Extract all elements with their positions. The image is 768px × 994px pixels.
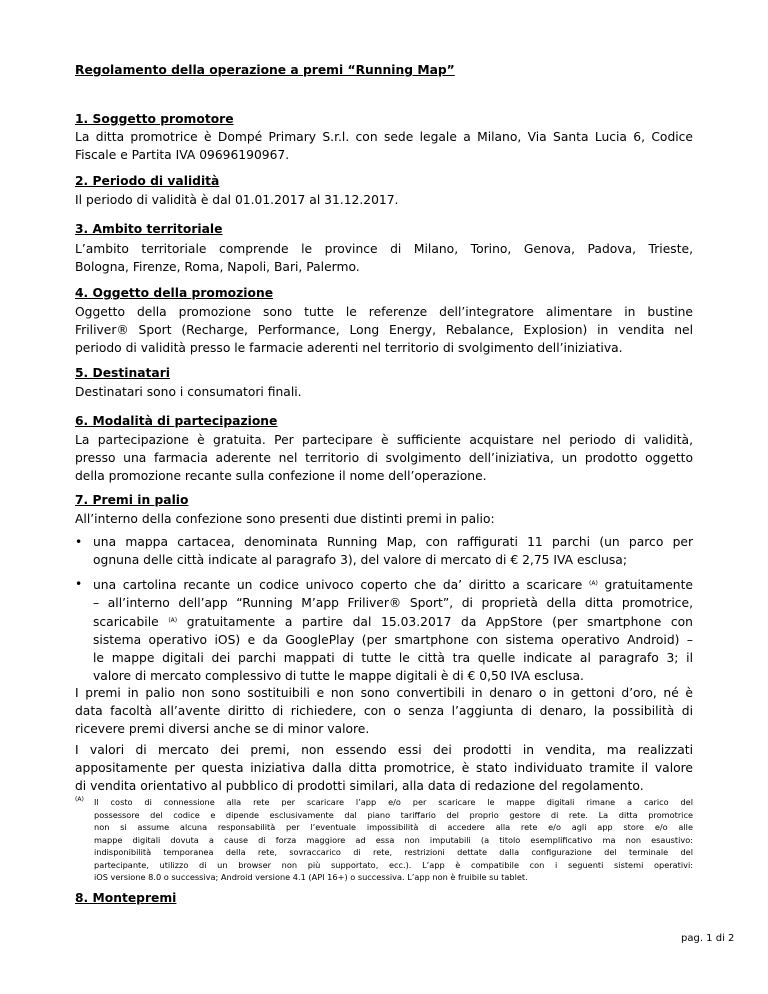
bullet-icon: • (75, 577, 83, 591)
text-line (93, 612, 693, 631)
text-line: Bologna, Firenze, Roma, Napoli, Bari, Palermo. (75, 260, 360, 274)
section-text-modalita-partecipazione (75, 431, 693, 485)
text-line: della promozione recante sulla confezione il nome dell’operazione. (75, 469, 487, 483)
text-line (93, 575, 693, 594)
section-heading-ambito-territoriale: 3. Ambito territoriale (75, 222, 223, 236)
document-title: Regolamento della operazione a premi “Running Map” (75, 63, 455, 77)
section-heading-periodo-validita: 2. Periodo di validità (75, 174, 220, 188)
text-line: All’interno della confezione sono presenti due distinti premi in palio: (75, 512, 495, 526)
paragraph-valori-mercato (75, 741, 693, 795)
text-line: appositamente per questa iniziativa dalla ditta promotrice, è stato individuato tramite il valore (75, 761, 693, 775)
text-line: data facoltà all’avente diritto di richiedere, con o senza l’aggiunta di denaro, la possibilità di (75, 704, 693, 718)
text-line: Friliver® Sport (Recharge, Performance, Long Energy, Rebalance, Explosion) in vendita nel (75, 323, 693, 337)
section-text-oggetto-promozione (75, 303, 693, 357)
section-text-destinatari (75, 383, 693, 401)
text-fragment: gratuitamente (604, 578, 693, 592)
page-number: pag. 1 di 2 (681, 933, 735, 944)
section-text-premi-intro (75, 510, 693, 528)
text-fragment: gratuitamente a partire dal 15.03.2017 da AppStore (per smartphone con (186, 615, 693, 629)
footnote-line: partecipante, utilizzo di un browser non più supportato, ecc.). L’app è compatibile con i seguenti sistemi operativi: (94, 859, 693, 870)
text-line: Il periodo di validità è dal 01.01.2017 al 31.12.2017. (75, 193, 399, 207)
text-line: ognuna delle città indicate al paragrafo 3), del valore di mercato di € 2,75 IVA esclusa; (93, 553, 627, 567)
text-line: presso una farmacia aderente nel territorio di svolgimento dell’iniziativa, un prodotto oggetto (75, 451, 693, 465)
text-line: di vendita orientativo al pubblico di prodotti similari, alla data di redazione del regolamento. (75, 779, 644, 793)
footnote-reference: (A) (589, 580, 598, 587)
text-fragment: scaricabile (93, 615, 159, 629)
section-heading-modalita-partecipazione: 6. Modalità di partecipazione (75, 414, 278, 428)
footnote-line: non si assume alcuna responsabilità per l’eventuale impossibilità di accedere alla rete e/o agli app store e/o alle (94, 822, 693, 832)
footnote-line: iOS versione 8.0 o successiva; Android versione 4.1 (API 16+) o successiva. L’app non è fruibile su tablet. (94, 872, 528, 882)
text-line: Oggetto della promozione sono tutte le referenze dell’integratore alimentare in bustine (75, 305, 693, 319)
text-line: L’ambito territoriale comprende le province di Milano, Torino, Genova, Padova, Trieste, (75, 242, 693, 256)
section-heading-premi-in-palio: 7. Premi in palio (75, 493, 189, 507)
text-line: Fiscale e Partita IVA 09696190967. (75, 148, 290, 162)
section-heading-soggetto-promotore: 1. Soggetto promotore (75, 112, 234, 126)
footnote-reference: (A) (168, 617, 178, 624)
text-line: La partecipazione è gratuita. Per partecipare è sufficiente acquistare nel periodo di validità, (75, 433, 693, 447)
text-line: una mappa cartacea, denominata Running Map, con raffigurati 11 parchi (un parco per (93, 535, 693, 549)
footnote-line: indisponibilità temporanea della rete, sovraccarico di rete, restrizioni dettate dalla configurazione del terminale del (94, 847, 693, 857)
text-line: ricevere premi diversi anche se di minor valore. (75, 722, 370, 736)
section-text-soggetto-promotore (75, 128, 693, 164)
text-line: valore di mercato complessivo di tutte le mappe digitali è di € 0,50 IVA esclusa. (93, 669, 584, 683)
text-line: le mappe digitali dei parchi mappati di tutte le città tra quelle indicate al paragrafo 3; il (93, 651, 693, 665)
footnote-line: possessore del codice e dipende esclusivamente dal piano tariffario del proprio gestore di rete. La ditta promotrice (94, 809, 693, 820)
text-line: – all’interno dell’app “Running M’app Friliver® Sport”, di proprietà della ditta promotrice, (93, 596, 693, 610)
text-line: La ditta promotrice è Dompé Primary S.r.l. con sede legale a Milano, Via Santa Lucia 6, Codice (75, 130, 693, 144)
section-text-periodo-validita (75, 191, 693, 209)
paragraph-premi-non-sostituibili (75, 684, 693, 738)
text-line: sistema operativo iOS) e da GooglePlay (per smartphone con sistema operativo Android) – (93, 633, 693, 647)
text-line: periodo di validità presso le farmacie aderenti nel territorio di svolgimento dell’iniziativa. (75, 341, 623, 355)
text-fragment: una cartolina recante un codice univoco coperto che da’ diritto a scaricare (93, 578, 583, 592)
text-line: I premi in palio non sono sostituibili e non sono convertibili in denaro o in gettoni d’oro, né è (75, 686, 693, 700)
footnote-mark: (A) (75, 796, 84, 803)
section-heading-oggetto-promozione: 4. Oggetto della promozione (75, 286, 274, 300)
text-line: Destinatari sono i consumatori finali. (75, 385, 302, 399)
section-text-ambito-territoriale (75, 240, 693, 276)
footnote-line: mappe digitali dovuta a cause di forza maggiore ad essa non imputabili (a titolo esemplificativo ma non esaustivo: (94, 834, 693, 845)
bullet-icon: • (75, 535, 83, 549)
footnote-line: Il costo di connessione alla rete per scaricare l’app e/o per scaricare le mappe digitali rimane a carico del (94, 797, 693, 807)
text-line: I valori di mercato dei premi, non essendo essi dei prodotti in vendita, ma realizzati (75, 743, 693, 757)
section-heading-destinatari: 5. Destinatari (75, 366, 170, 380)
section-heading-montepremi: 8. Montepremi (75, 891, 177, 905)
